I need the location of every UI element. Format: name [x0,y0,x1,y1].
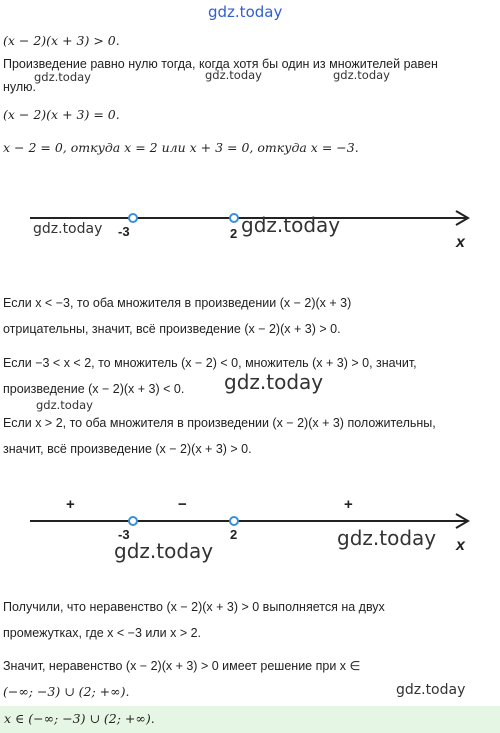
watermark: gdz.today [224,370,324,394]
point-label: -3 [118,224,130,239]
watermark-top: gdz.today [208,3,283,21]
point-2 [230,214,238,222]
point-minus-3 [129,517,137,525]
sign-minus: − [178,496,187,513]
watermark: gdz.today [396,682,466,698]
text-line: промежутках, где x < −3 или x > 2. [3,626,202,640]
text-line: Получили, что неравенство (x − 2)(x + 3) > 0 выполняется на двух [3,600,385,614]
text-line: Если x > 2, то оба множителя в произведении (x − 2)(x + 3) положительны, [3,416,436,430]
answer-box [0,706,500,733]
point-2 [230,517,238,525]
point-label: 2 [230,527,238,542]
roots-line: x − 2 = 0, откуда x = 2 или x + 3 = 0, откуда x = −3. [3,140,359,155]
text-line: Значит, неравенство (x − 2)(x + 3) > 0 имеет решение при x ∈ [3,659,361,673]
watermark: gdz.today [337,526,437,550]
watermark: gdz.today [205,68,262,82]
answer-text: x ∈ (−∞; −3) ∪ (2; +∞). [4,711,155,726]
point-label: 2 [230,226,238,241]
text-line: нулю. [3,80,37,94]
point-label: -3 [118,527,130,542]
point-minus-3 [129,214,137,222]
sign-plus-right: + [344,496,353,513]
text-line: значит, всё произведение (x − 2)(x + 3) > 0. [3,442,252,456]
equation-line: (x − 2)(x + 3) = 0. [3,107,120,122]
watermark: gdz.today [34,70,91,84]
watermark: gdz.today [36,398,93,412]
watermark: gdz.today [114,539,214,563]
watermark: gdz.today [241,213,341,237]
text-line: Если −3 < x < 2, то множитель (x − 2) < 0, множитель (x + 3) > 0, значит, [3,356,417,370]
text-line: Произведение равно нулю тогда, когда хотя бы один из множителей равен [3,57,438,71]
axis-label: x [456,234,465,251]
sign-plus-left: + [66,496,75,513]
watermark: gdz.today [333,68,390,82]
solution-interval: (−∞; −3) ∪ (2; +∞). [3,684,130,699]
text-line: отрицательны, значит, всё произведение (x − 2)(x + 3) > 0. [3,322,341,336]
text-line: Если x < −3, то оба множителя в произведении (x − 2)(x + 3) [3,296,352,310]
inequality-line: (x − 2)(x + 3) > 0. [3,33,120,48]
watermark: gdz.today [33,221,103,237]
text-line: произведение (x − 2)(x + 3) < 0. [3,382,185,396]
axis-label: x [456,537,465,554]
